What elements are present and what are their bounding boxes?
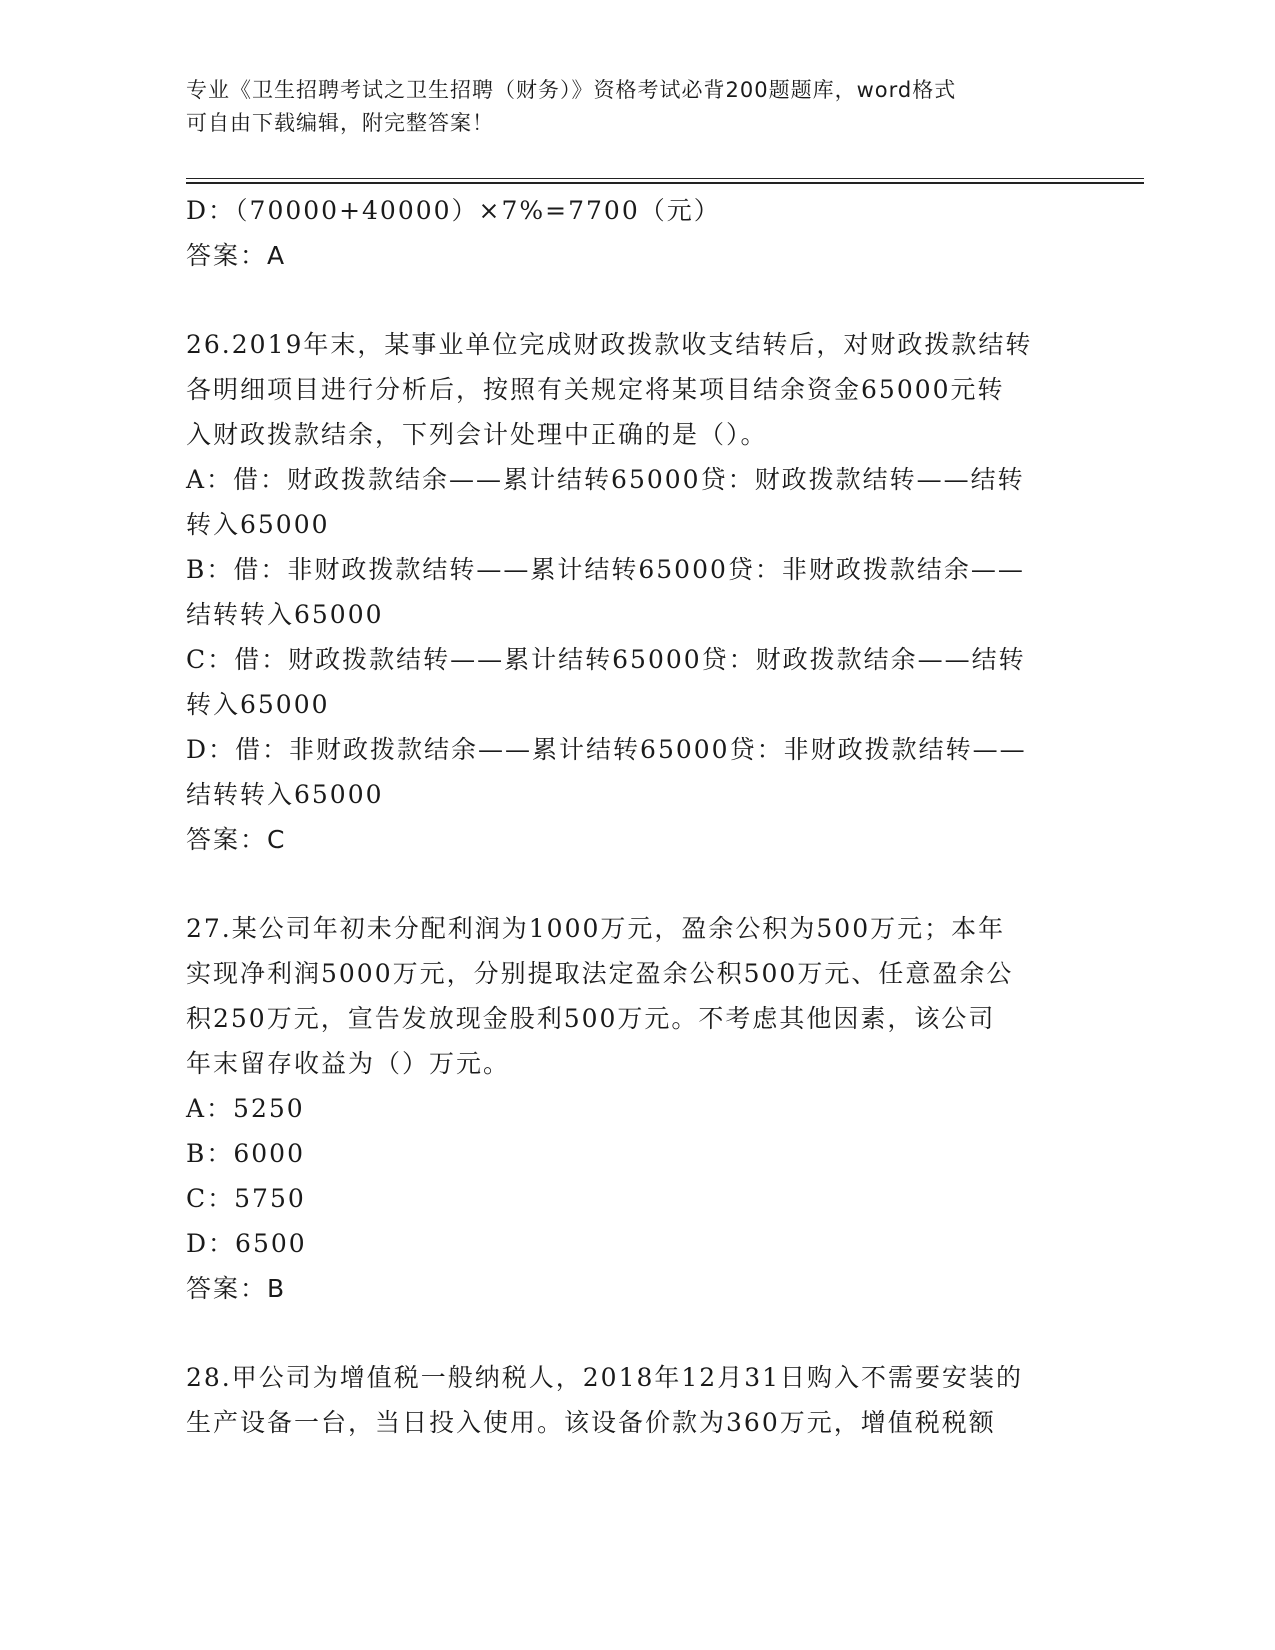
prev-option-d: D：（70000+40000）×7%=7700（元） [186, 196, 721, 225]
q27-stem-line: 积250万元，宣告发放现金股利500万元。不考虑其他因素，该公司 [186, 1004, 996, 1033]
spacer [186, 278, 1066, 322]
q26-option-b-cont: 结转转入65000 [186, 600, 384, 629]
q28-stem-line: 28.甲公司为增值税一般纳税人，2018年12月31日购入不需要安装的 [186, 1363, 1024, 1392]
q27-answer: 答案：B [186, 1274, 287, 1303]
q26-stem-line: 各明细项目进行分析后，按照有关规定将某项目结余资金65000元转 [186, 375, 1005, 404]
q26-option-b: B：借：非财政拨款结转——累计结转65000贷：非财政拨款结余—— [186, 555, 1025, 584]
q27-stem-line: 年末留存收益为（）万元。 [186, 1049, 511, 1078]
q26-stem-line: 入财政拨款结余，下列会计处理中正确的是（）。 [186, 420, 768, 449]
document-body [186, 188, 1066, 1445]
q26-option-a-cont: 转入65000 [186, 510, 330, 539]
q26-answer: 答案：C [186, 825, 287, 854]
q26-option-d: D：借：非财政拨款结余——累计结转65000贷：非财政拨款结转—— [186, 735, 1027, 764]
question-26 [186, 322, 1066, 862]
header-divider [186, 178, 1144, 184]
q26-stem-line: 26.2019年末，某事业单位完成财政拨款收支结转后，对财政拨款结转 [186, 330, 1033, 359]
q27-option-a: A：5250 [186, 1094, 305, 1123]
spacer [186, 862, 1066, 906]
header-line-1: 专业《卫生招聘考试之卫生招聘（财务）》资格考试必背200题题库，word格式 [186, 78, 957, 102]
q27-stem-line: 实现净利润5000万元，分别提取法定盈余公积500万元、任意盈余公 [186, 959, 1014, 988]
prev-answer: 答案：A [186, 241, 287, 270]
q27-stem-line: 27.某公司年初未分配利润为1000万元，盈余公积为500万元；本年 [186, 914, 1006, 943]
q28-stem-line: 生产设备一台，当日投入使用。该设备价款为360万元，增值税税额 [186, 1408, 996, 1437]
q26-option-a: A：借：财政拨款结余——累计结转65000贷：财政拨款结转——结转 [186, 465, 1025, 494]
q27-option-c: C：5750 [186, 1184, 306, 1213]
question-28 [186, 1355, 1066, 1445]
header-line-2: 可自由下载编辑，附完整答案！ [186, 111, 494, 135]
q26-option-c-cont: 转入65000 [186, 690, 330, 719]
question-27 [186, 906, 1066, 1311]
q26-option-d-cont: 结转转入65000 [186, 780, 384, 809]
q27-option-b: B：6000 [186, 1139, 305, 1168]
document-header [186, 74, 1066, 140]
spacer [186, 1311, 1066, 1355]
q26-option-c: C：借：财政拨款结转——累计结转65000贷：财政拨款结余——结转 [186, 645, 1026, 674]
q27-option-d: D：6500 [186, 1229, 307, 1258]
